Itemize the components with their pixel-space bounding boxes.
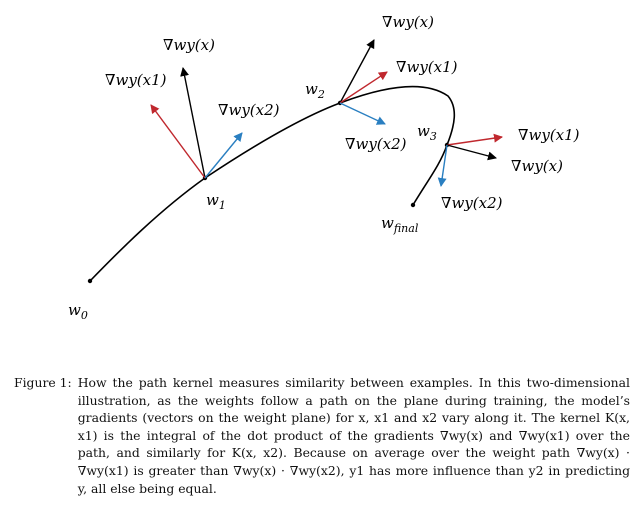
label-w0: $w_0$	[68, 301, 88, 322]
point-wfinal	[411, 203, 415, 207]
label-wfinal: $w_{final}$	[381, 214, 419, 235]
w1-grad-x2-arrow	[205, 133, 242, 178]
figure-caption	[14, 374, 630, 497]
label-w2: $w_2$	[305, 80, 325, 101]
caption-text: How the path kernel measures similarity between examples. In this two-dimensional illustration, as the weights follow a path on the plane during training, the model’s gradients (vectors on the weight plane) for x, x1 and x2 vary along it. The kernel K(x, x1) is the integral of the dot product of the gradients ∇wy(x) and ∇wy(x1) over the path, and similarly for K(x, x2). Because on average over the weight path ∇wy(x) · ∇wy(x1) is greater than ∇wy(x) · ∇wy(x2), y1 has more influence than y2 in predicting y, all else being equal.	[77, 375, 630, 496]
w1-grad-x-arrow	[183, 68, 205, 178]
w2-grad-x1-arrow	[340, 72, 387, 103]
w2-grad-x2-label: ∇wy(x2)	[345, 135, 407, 153]
label-w1: $w_1$	[206, 191, 226, 212]
w3-grad-x1-label: ∇wy(x1)	[518, 126, 580, 144]
w3-grad-x1-arrow	[447, 137, 502, 145]
caption-label: Figure 1:	[14, 375, 72, 390]
w2-grad-x2-arrow	[340, 103, 385, 124]
w1-grad-x-label: ∇wy(x)	[163, 36, 215, 54]
w3-grad-x-label: ∇wy(x)	[511, 157, 563, 175]
w3-grad-x-arrow	[447, 145, 496, 158]
w2-grad-x1-label: ∇wy(x1)	[396, 58, 458, 76]
w1-grad-x1-arrow	[151, 105, 205, 178]
label-w3: $w_3$	[417, 122, 437, 143]
w1-grad-x1-label: ∇wy(x1)	[105, 71, 167, 89]
w3-grad-x2-label: ∇wy(x2)	[441, 194, 503, 212]
w1-grad-x2-label: ∇wy(x2)	[218, 101, 280, 119]
point-w0	[88, 279, 92, 283]
w2-grad-x-label: ∇wy(x)	[382, 13, 434, 31]
